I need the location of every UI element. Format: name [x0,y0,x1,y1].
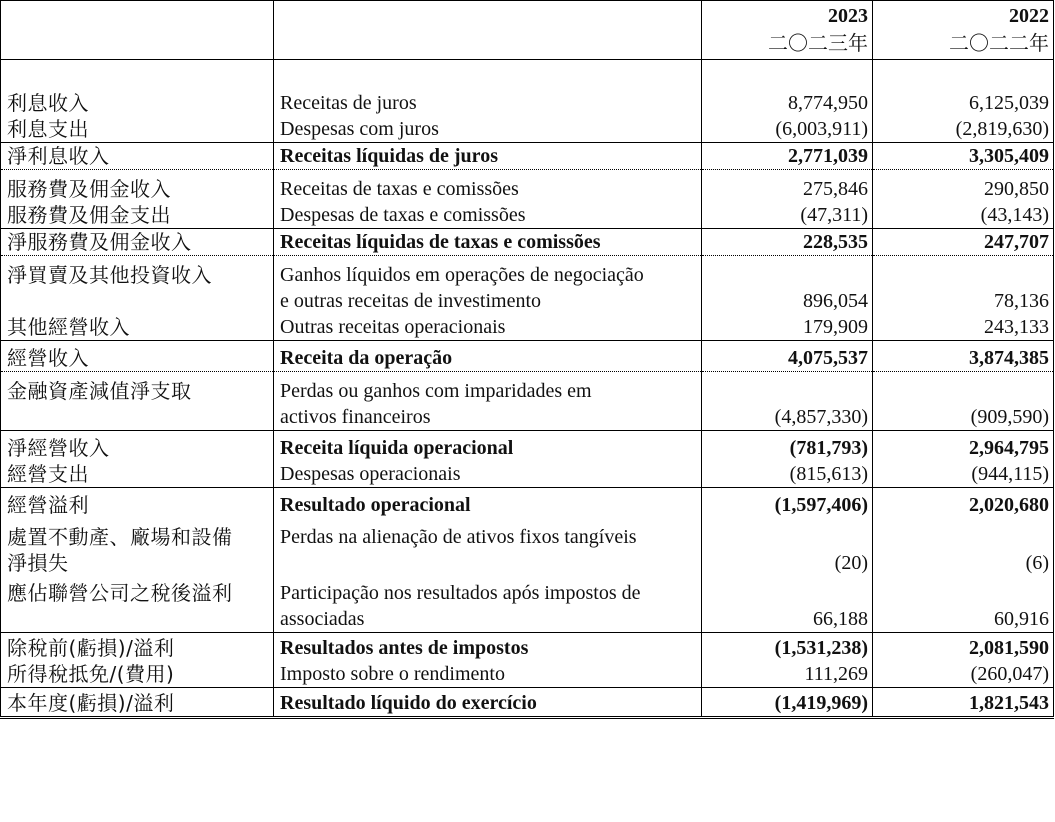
value-2023: 111,269 [702,661,873,688]
subtotal-row [1,229,1054,256]
value-2023: 228,535 [702,229,873,256]
row-label-zh: 其他經營收入 [1,314,274,341]
row-label-pt: Receita líquida operacional [274,431,702,462]
value-2023: 179,909 [702,314,873,341]
value-2022: 3,305,409 [873,143,1054,170]
value-2023: (781,793) [702,431,873,462]
value-2023: (1,419,969) [702,688,873,718]
row-label-pt-line2: e outras receitas de investimento [280,290,542,312]
value-2022: (260,047) [873,661,1054,688]
row-label-zh: 本年度(虧損)/溢利 [1,688,274,718]
value-2023: 66,188 [702,576,873,633]
value-2023: 896,054 [702,256,873,315]
value-2022: 1,821,543 [873,688,1054,718]
header-empty-pt [274,1,702,60]
row-label-pt: Receitas líquidas de taxas e comissões [274,229,702,256]
value-2022: 243,133 [873,314,1054,341]
header-year-2022 [873,1,1054,60]
table-row [1,90,1054,116]
row-label-pt: Receitas de juros [274,90,702,116]
row-label-pt-line2: associadas [280,608,365,630]
table-row [1,661,1054,688]
row-label-pt: Despesas com juros [274,116,702,143]
row-label-pt: Imposto sobre o rendimento [274,661,702,688]
subtotal-row [1,488,1054,519]
table-row [1,314,1054,341]
header-empty-zh [1,1,274,60]
table-row [1,170,1054,203]
row-label-zh: 利息支出 [1,116,274,143]
row-label-pt: Resultado operacional [274,488,702,519]
row-label-zh: 淨利息收入 [1,143,274,170]
year-label: 2023 [828,5,868,27]
value-2022: (2,819,630) [873,116,1054,143]
row-label-zh: 所得稅抵免/(費用) [1,661,274,688]
value-2022: 3,874,385 [873,341,1054,372]
table-row [1,202,1054,229]
row-label-zh: 利息收入 [1,90,274,116]
value-2022: (909,590) [873,372,1054,431]
row-label-pt: Resultados antes de impostos [274,633,702,662]
row-label-zh: 除稅前(虧損)/溢利 [1,633,274,662]
row-label-pt: Perdas na alienação de ativos fixos tangíveis [274,518,702,576]
table-row [1,256,1054,315]
row-label-zh: 經營收入 [1,341,274,372]
value-2022: (6) [873,518,1054,576]
row-label-pt: Receita da operação [274,341,702,372]
value-2023: 275,846 [702,170,873,203]
row-label-zh: 淨買賣及其他投資收入 [1,256,274,315]
row-label-zh: 經營支出 [1,461,274,488]
year-label: 2022 [1009,5,1049,27]
value-2023: (6,003,911) [702,116,873,143]
header-year-2023 [702,1,873,60]
row-label-zh: 金融資產減值淨支取 [1,372,274,431]
year-label-zh: 二〇二三年 [768,31,868,55]
row-label-zh [1,518,274,576]
row-label-pt [274,256,702,315]
row-label-zh-line2: 淨損失 [7,551,69,575]
value-2022: (944,115) [873,461,1054,488]
subtotal-row [1,431,1054,462]
table-row [1,518,1054,576]
spacer-row [1,60,1054,91]
row-label-pt: Despesas de taxas e comissões [274,202,702,229]
value-2022: 60,916 [873,576,1054,633]
value-2023: 4,075,537 [702,341,873,372]
value-2023: 8,774,950 [702,90,873,116]
value-2023: (1,597,406) [702,488,873,519]
row-label-pt [274,576,702,633]
year-label-zh: 二〇二二年 [949,31,1049,55]
value-2023: (1,531,238) [702,633,873,662]
row-label-zh: 經營溢利 [1,488,274,519]
row-label-pt: Receitas de taxas e comissões [274,170,702,203]
table-row [1,372,1054,431]
row-label-pt: Resultado líquido do exercício [274,688,702,718]
row-label-zh-line1: 處置不動產、廠場和設備 [7,525,233,549]
subtotal-row [1,341,1054,372]
header-row [1,1,1054,60]
row-label-pt-line1: Perdas ou ganhos com imparidades em [280,380,592,402]
table-row [1,116,1054,143]
subtotal-row [1,633,1054,662]
row-label-pt-line2: activos financeiros [280,406,431,428]
table-row [1,576,1054,633]
value-2022: 6,125,039 [873,90,1054,116]
value-2023: (4,857,330) [702,372,873,431]
row-label-pt [274,372,702,431]
value-2022: 2,081,590 [873,633,1054,662]
value-2023: (47,311) [702,202,873,229]
row-label-zh: 淨服務費及佣金收入 [1,229,274,256]
value-2023: (20) [702,518,873,576]
value-2022: (43,143) [873,202,1054,229]
row-label-zh: 服務費及佣金支出 [1,202,274,229]
row-label-pt-line1: Participação nos resultados após impostos de [280,582,641,604]
table-row [1,461,1054,488]
subtotal-row [1,143,1054,170]
row-label-zh: 淨經營收入 [1,431,274,462]
value-2022: 290,850 [873,170,1054,203]
row-label-zh: 應佔聯營公司之稅後溢利 [1,576,274,633]
row-label-pt: Despesas operacionais [274,461,702,488]
value-2022: 247,707 [873,229,1054,256]
row-label-pt: Outras receitas operacionais [274,314,702,341]
value-2022: 78,136 [873,256,1054,315]
value-2023: (815,613) [702,461,873,488]
row-label-pt-line1: Ganhos líquidos em operações de negociação [280,264,644,286]
value-2023: 2,771,039 [702,143,873,170]
row-label-pt: Receitas líquidas de juros [274,143,702,170]
value-2022: 2,964,795 [873,431,1054,462]
value-2022: 2,020,680 [873,488,1054,519]
net-result-row [1,688,1054,718]
row-label-zh: 服務費及佣金收入 [1,170,274,203]
